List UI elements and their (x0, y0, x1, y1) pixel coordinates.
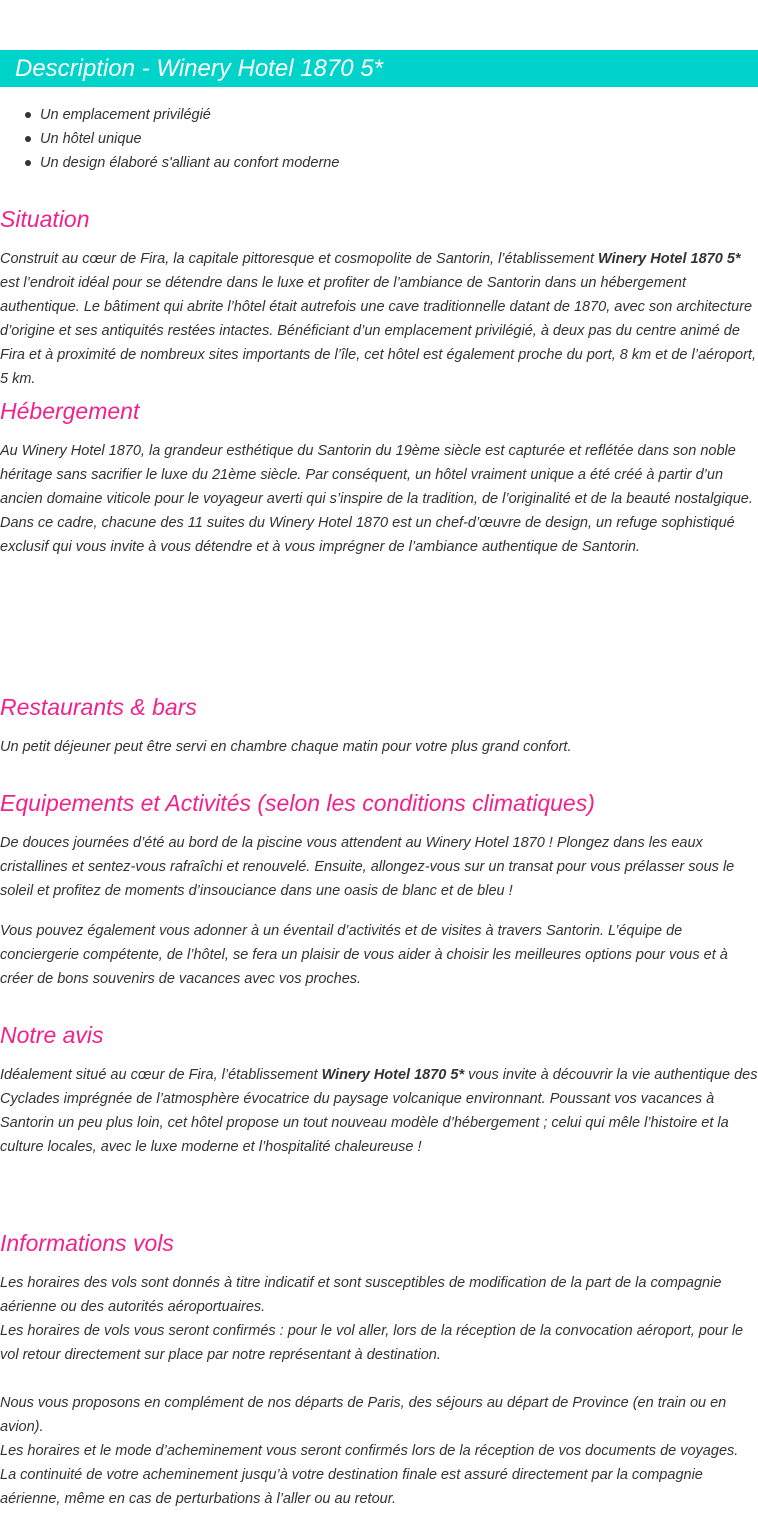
equipements-text: Vous pouvez également vous adonner à un éventail d’activités et de visites à travers Santorin. L’équipe de conciergerie compétente, de l’hôtel, se fera un plaisir de vous aider à choisir les meilleures options pour vous et à créer de bons souvenirs de vacances avec vos proches. (0, 923, 728, 987)
vols-line: Nous vous proposons en complément de nos départs de Paris, des séjours au départ de Province (en train ou en avion). (0, 1395, 727, 1435)
highlight-item: Un emplacement privilégié (0, 103, 339, 127)
vols-title: Informations vols (0, 1230, 174, 1256)
hebergement-title: Hébergement (0, 398, 140, 424)
vols-line: Les horaires des vols sont donnés à titre indicatif et sont susceptibles de modification de la part de la compagnie aérienne ou des autorités aéroportuaires. (0, 1275, 722, 1315)
situation-text-part: est l’endroit idéal pour se détendre dans le luxe et profiter de l’ambiance de Santorin dans un hébergement authentique. Le bâtiment qui abrite l’hôtel était autrefois une cave traditionnelle datant de 1870, avec son architecture d’origine et ses antiquités restées intactes. Bénéficiant d’un emplacement privilégié, à deux pas du centre animé de Fira et à proximité de nombreux sites importants de l’île, cet hôtel est également proche du port, 8 km et de l’aéroport, 5 km. (0, 275, 756, 387)
hebergement-text: Au Winery Hotel 1870, la grandeur esthétique du Santorin du 19ème siècle est capturée et reflétée dans son noble héritage sans sacrifier le luxe du 21ème siècle. Par conséquent, un hôtel vraiment unique a été créé à partir d’un ancien domaine viticole pour le voyageur averti qui s’inspire de la tradition, de l’originalité et de la beauté nostalgique. Dans ce cadre, chacune des 11 suites du Winery Hotel 1870 est un chef-d’œuvre de design, un refuge sophistiqué exclusif qui vous invite à vous détendre et à vous imprégner de l’ambiance authentique de Santorin. (0, 443, 753, 555)
avis-text-part: Idéalement situé au cœur de Fira, l’établissement (0, 1067, 322, 1083)
description-banner (0, 50, 758, 87)
restaurants-title: Restaurants & bars (0, 694, 197, 720)
situation-text (0, 247, 758, 391)
vols-text (0, 1271, 758, 1367)
highlight-item: Un design élaboré s'alliant au confort moderne (0, 151, 339, 175)
avis-text-part: vous invite à découvrir la vie authentique des Cyclades imprégnée de l’atmosphère évocatrice du paysage volcanique environnant. Poussant vos vacances à Santorin un peu plus loin, cet hôtel propose un tout nouveau modèle d’hébergement ; celui qui mêle l’histoire et la culture locales, avec le luxe moderne et l’hospitalité chaleureuse ! (0, 1067, 758, 1155)
situation-title: Situation (0, 206, 90, 232)
equipements-title: Equipements et Activités (selon les conditions climatiques) (0, 790, 595, 816)
hotel-name: Winery Hotel 1870 5* (598, 251, 741, 267)
highlight-item: Un hôtel unique (0, 127, 339, 151)
avis-text (0, 1063, 758, 1159)
vols-line: Les horaires de vols vous seront confirmés : pour le vol aller, lors de la réception de la convocation aéroport, pour le vol retour directement sur place par notre représentant à destination. (0, 1323, 744, 1363)
restaurants-text: Un petit déjeuner peut être servi en chambre chaque matin pour votre plus grand confort. (0, 739, 572, 755)
highlights-list (0, 103, 339, 175)
description-title: Description - Winery Hotel 1870 5* (15, 55, 383, 82)
hotel-name: Winery Hotel 1870 5* (321, 1067, 465, 1083)
situation-text-part: Construit au cœur de Fira, la capitale pittoresque et cosmopolite de Santorin, l’établissement (0, 251, 599, 267)
vols-text (0, 1391, 758, 1511)
vols-line: La continuité de votre acheminement jusqu’à votre destination finale est assuré directement par la compagnie aérienne, même en cas de perturbations à l’aller ou au retour. (0, 1467, 703, 1507)
avis-title: Notre avis (0, 1022, 104, 1048)
vols-line: Les horaires et le mode d’acheminement vous seront confirmés lors de la réception de vos documents de voyages. (0, 1443, 739, 1459)
equipements-text: De douces journées d’été au bord de la piscine vous attendent au Winery Hotel 1870 ! Plongez dans les eaux cristallines et sentez-vous rafraîchi et renouvelé. Ensuite, allongez-vous sur un transat pour vous prélasser sous le soleil et profitez de moments d’insouciance dans une oasis de blanc et de bleu ! (0, 835, 735, 899)
